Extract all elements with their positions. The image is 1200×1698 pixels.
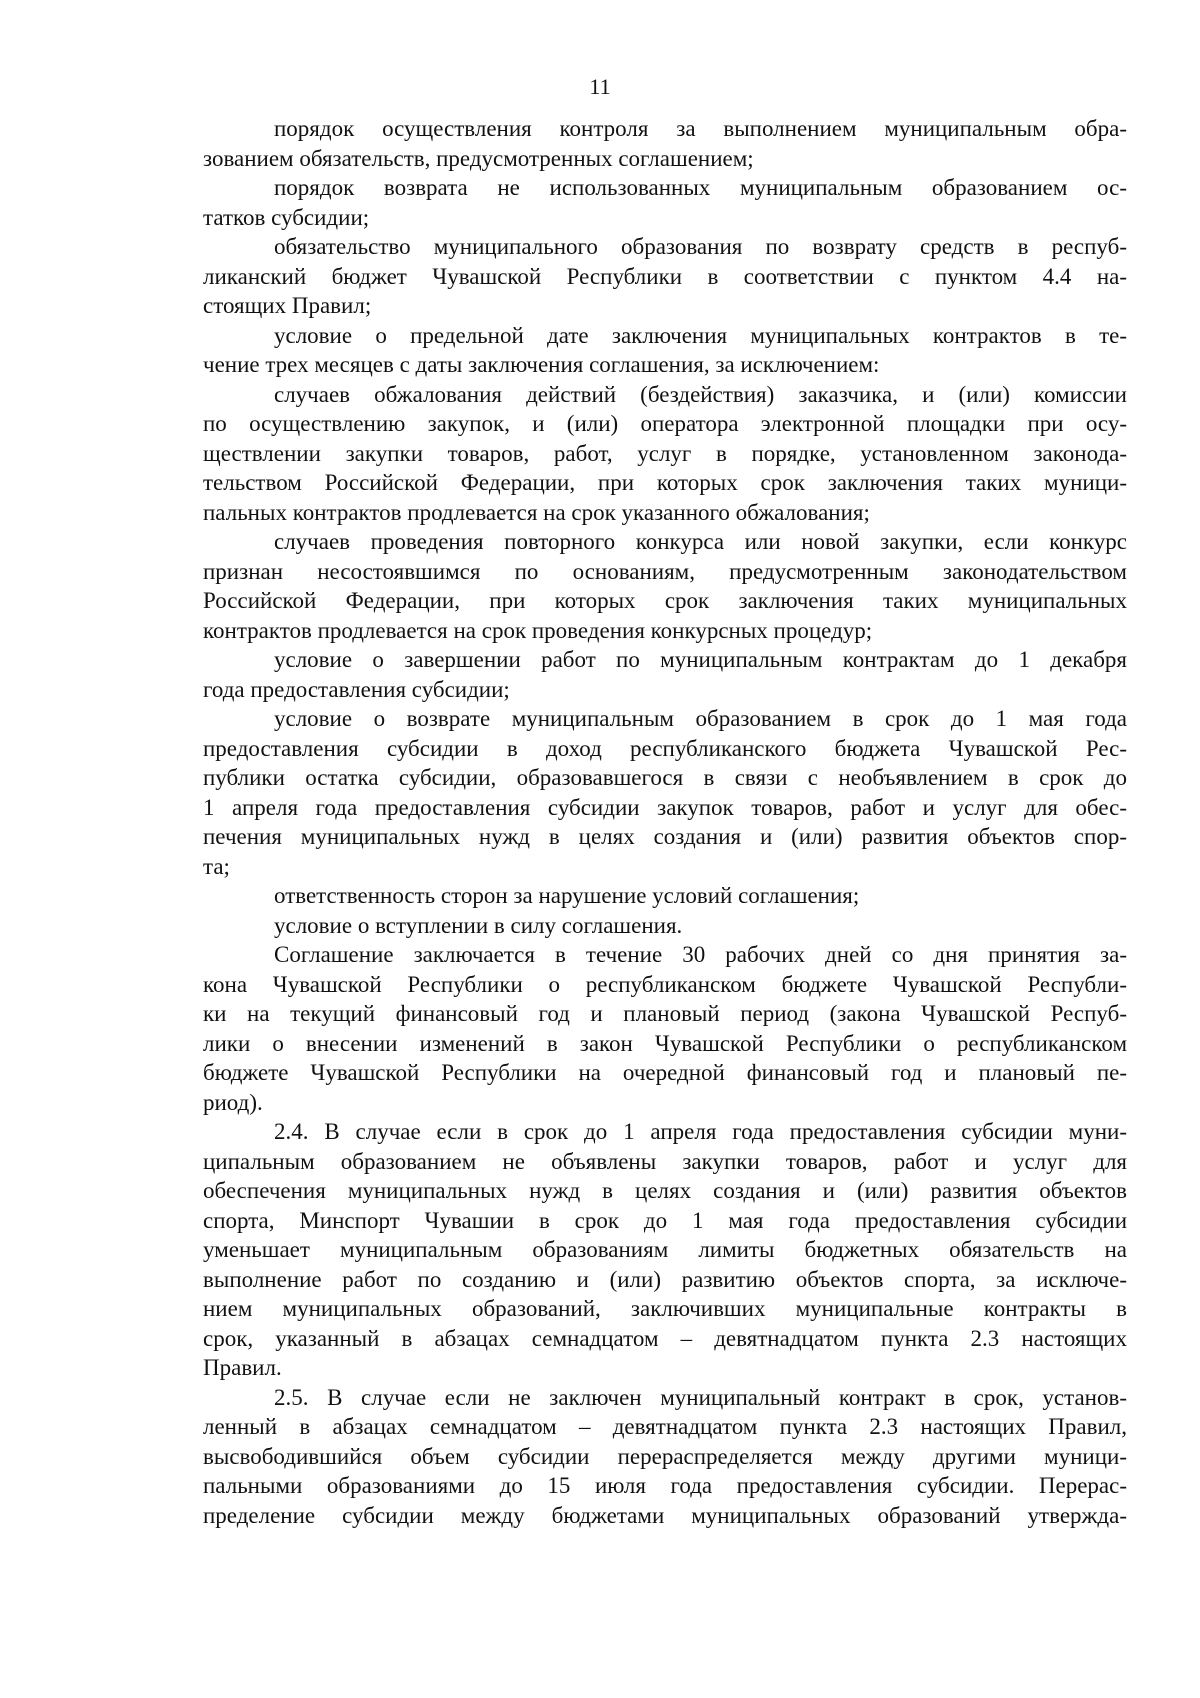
text-line: 2.4. В случае если в срок до 1 апреля года предоставления субсидии муни- xyxy=(274,1119,1127,1144)
text-line: условие о предельной дате заключения муниципальных контрактов в те- xyxy=(274,322,1127,348)
text-line: обязательство муниципального образования по возврату средств в респуб- xyxy=(274,234,1127,259)
text-line: высвободившийся объем субсидии перераспределяется между другими муници- xyxy=(203,1443,1127,1469)
document-body xyxy=(203,114,1127,1530)
text-line: условие о возврате муниципальным образованием в срок до 1 мая года xyxy=(274,706,1127,731)
text-line: ципальным образованием не объявлены закупки товаров, работ и услуг для xyxy=(203,1148,1127,1174)
text-line: обеспечения муниципальных нужд в целях создания и (или) развития объектов xyxy=(203,1178,1127,1203)
text-line: предоставления субсидии в доход республиканского бюджета Чувашской Рес- xyxy=(203,735,1127,761)
text-line: пальных контрактов продлевается на срок указанного обжалования; xyxy=(203,499,870,525)
text-line: пальными образованиями до 15 июля года предоставления субсидии. Перерас- xyxy=(203,1473,1127,1498)
text-line: ленный в абзацах семнадцатом – девятнадцатом пункта 2.3 настоящих Правил, xyxy=(203,1414,1127,1439)
text-line: ответственность сторон за нарушение условий соглашения; xyxy=(274,883,860,908)
text-line: риод). xyxy=(203,1089,263,1115)
text-line: порядок возврата не использованных муниципальным образованием ос- xyxy=(274,175,1127,200)
text-line: стоящих Правил; xyxy=(203,293,372,318)
text-line: печения муниципальных нужд в целях создания и (или) развития объектов спор- xyxy=(203,824,1127,849)
text-line: пределение субсидии между бюджетами муниципальных образований утвержда- xyxy=(203,1502,1127,1528)
text-line: та; xyxy=(203,853,230,879)
text-line: публики остатка субсидии, образовавшегося в связи с необъявлением в срок до xyxy=(203,765,1127,790)
text-line: Российской Федерации, при которых срок заключения таких муниципальных xyxy=(203,588,1127,613)
text-line: случаев обжалования действий (бездействия) заказчика, и (или) комиссии xyxy=(274,381,1127,407)
text-line: срок, указанный в абзацах семнадцатом – девятнадцатом пункта 2.3 настоящих xyxy=(203,1325,1127,1351)
text-line: ществлении закупки товаров, работ, услуг в порядке, установленном законода- xyxy=(203,440,1127,466)
text-line: ки на текущий финансовый год и плановый период (закона Чувашской Респуб- xyxy=(203,1001,1127,1026)
text-line: порядок осуществления контроля за выполнением муниципальным обра- xyxy=(274,116,1127,141)
text-line: по осуществлению закупок, и (или) оператора электронной площадки при осу- xyxy=(203,411,1127,436)
text-line: года предоставления субсидии; xyxy=(203,676,510,702)
text-line: выполнение работ по созданию и (или) развитию объектов спорта, за исключе- xyxy=(203,1266,1127,1292)
text-line: ликанский бюджет Чувашской Республики в соответствии с пунктом 4.4 на- xyxy=(203,263,1127,289)
text-line: Соглашение заключается в течение 30 рабочих дней со дня принятия за- xyxy=(274,942,1127,967)
text-line: кона Чувашской Республики о республиканском бюджете Чувашской Республи- xyxy=(203,971,1127,997)
text-line: контрактов продлевается на срок проведения конкурсных процедур; xyxy=(203,617,873,643)
text-line: условие о вступлении в силу соглашения. xyxy=(274,912,683,938)
text-line: Правил. xyxy=(203,1355,282,1380)
text-line: чение трех месяцев с даты заключения соглашения, за исключением: xyxy=(203,352,880,377)
text-line: случаев проведения повторного конкурса или новой закупки, если конкурс xyxy=(274,529,1127,554)
text-line: нием муниципальных образований, заключивших муниципальные контракты в xyxy=(203,1296,1127,1321)
page-number: 11 xyxy=(589,74,611,99)
text-line: татков субсидии; xyxy=(203,204,370,230)
text-line: условие о завершении работ по муниципальным контрактам до 1 декабря xyxy=(274,647,1127,672)
text-line: уменьшает муниципальным образованиям лимиты бюджетных обязательств на xyxy=(203,1237,1127,1262)
text-line: тельством Российской Федерации, при которых срок заключения таких муници- xyxy=(203,470,1127,495)
text-line: бюджете Чувашской Республики на очередной финансовый год и плановый пе- xyxy=(203,1060,1127,1085)
text-line: лики о внесении изменений в закон Чувашской Республики о республиканском xyxy=(203,1030,1127,1056)
text-line: зованием обязательств, предусмотренных соглашением; xyxy=(203,145,754,171)
text-line: 2.5. В случае если не заключен муниципальный контракт в срок, установ- xyxy=(274,1384,1127,1410)
text-line: признан несостоявшимся по основаниям, предусмотренным законодательством xyxy=(203,558,1127,584)
text-line: спорта, Минспорт Чувашии в срок до 1 мая года предоставления субсидии xyxy=(203,1207,1127,1233)
text-line: 1 апреля года предоставления субсидии закупок товаров, работ и услуг для обес- xyxy=(203,794,1127,820)
